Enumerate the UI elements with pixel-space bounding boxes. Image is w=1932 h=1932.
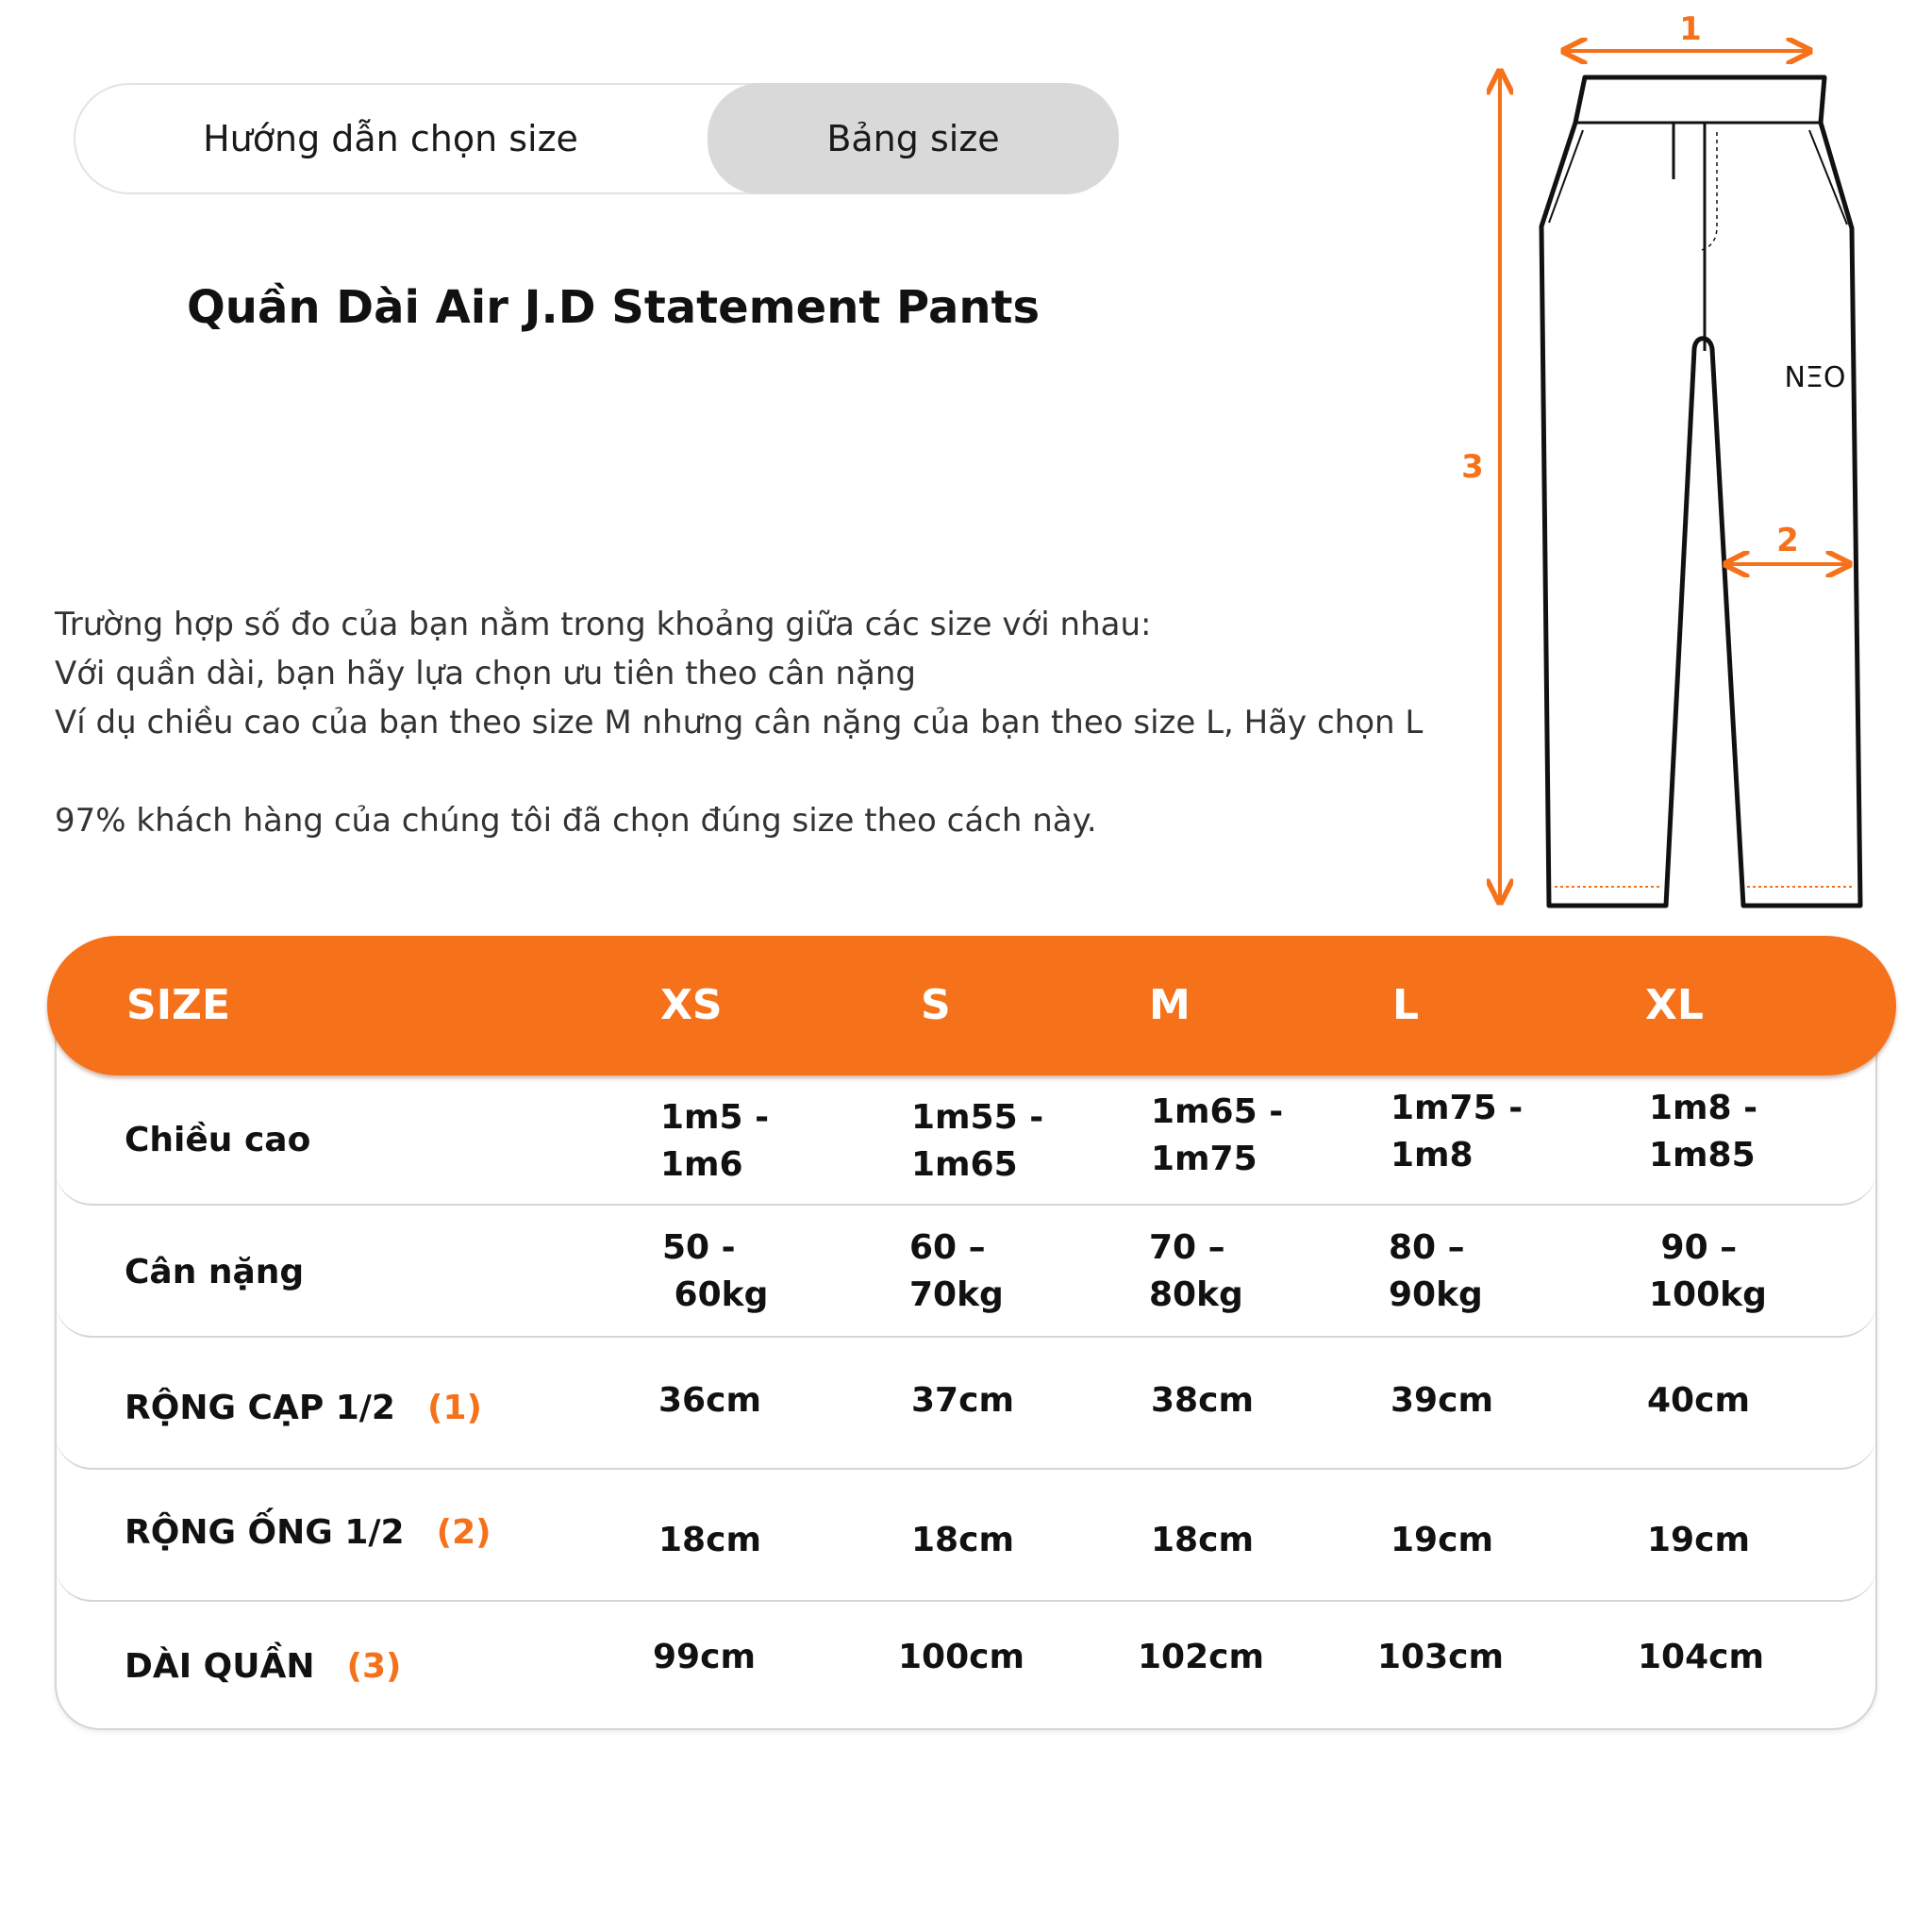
cell-waist-xs: 36cm (658, 1381, 761, 1420)
cell-length-m: 102cm (1138, 1638, 1264, 1676)
row-label-weight: Cân nặng (125, 1253, 305, 1291)
cell-waist-xl: 40cm (1647, 1381, 1750, 1420)
cell-weight-m: 70 – 80kg (1149, 1228, 1243, 1314)
cell-length-s: 100cm (898, 1638, 1024, 1676)
header-size-xl: XL (1645, 981, 1704, 1029)
size-tabs (74, 83, 1117, 194)
cell-waist-s: 37cm (911, 1381, 1014, 1420)
note-stat: 97% khách hàng của chúng tôi đã chọn đúng size theo cách này. (55, 802, 1097, 840)
cell-waist-m: 38cm (1151, 1381, 1254, 1420)
cell-height-xl: 1m8 - 1m85 (1649, 1089, 1758, 1174)
cell-weight-xl: 90 – 100kg (1649, 1228, 1767, 1314)
row-label-length: DÀI QUẦN (3) (125, 1647, 402, 1686)
cell-leg-s: 18cm (911, 1521, 1014, 1559)
cell-leg-xl: 19cm (1647, 1521, 1750, 1559)
cell-weight-l: 80 – 90kg (1389, 1228, 1483, 1314)
cell-height-m: 1m65 - 1m75 (1151, 1092, 1284, 1178)
ref-marker: (1) (426, 1389, 482, 1427)
marker-waist: 1 (1679, 10, 1702, 48)
tab-size-table[interactable]: Bảng size (708, 83, 1119, 194)
row-label-leg-opening: RỘNG ỐNG 1/2 (2) (125, 1513, 491, 1552)
cell-length-xs: 99cm (653, 1638, 756, 1676)
cell-leg-m: 18cm (1151, 1521, 1254, 1559)
marker-length: 3 (1461, 448, 1484, 486)
header-size-xs: XS (660, 981, 723, 1029)
page-title: Quần Dài Air J.D Statement Pants (186, 281, 1041, 334)
header-size-m: M (1149, 981, 1191, 1029)
cell-length-l: 103cm (1377, 1638, 1504, 1676)
note-line-3: Ví dụ chiều cao của bạn theo size M nhưng cân nặng của bạn theo size L, Hãy chọn L (55, 704, 1424, 741)
cell-leg-l: 19cm (1391, 1521, 1493, 1559)
marker-leg-opening: 2 (1776, 522, 1799, 559)
cell-waist-l: 39cm (1391, 1381, 1493, 1420)
brand-logo: NΞO (1784, 361, 1846, 394)
tab-size-guide[interactable]: Hướng dẫn chọn size (203, 118, 578, 159)
note-line-2: Với quần dài, bạn hãy lựa chọn ưu tiên theo cân nặng (55, 655, 917, 692)
header-size-l: L (1392, 981, 1420, 1029)
cell-height-s: 1m55 - 1m65 (911, 1098, 1044, 1184)
ref-marker: (3) (346, 1647, 402, 1686)
row-label-waist: RỘNG CẠP 1/2 (1) (125, 1389, 482, 1427)
pants-outline (1541, 77, 1860, 906)
row-divider (55, 1564, 1877, 1602)
pants-measurement-diagram (1443, 9, 1877, 915)
cell-length-xl: 104cm (1638, 1638, 1764, 1676)
row-label-height: Chiều cao (125, 1121, 311, 1159)
cell-leg-xs: 18cm (658, 1521, 761, 1559)
ref-marker: (2) (436, 1513, 491, 1552)
cell-weight-xs: 50 - 60kg (662, 1228, 769, 1314)
header-size-s: S (921, 981, 951, 1029)
cell-weight-s: 60 – 70kg (909, 1228, 1004, 1314)
note-line-1: Trường hợp số đo của bạn nằm trong khoảng giữa các size với nhau: (55, 606, 1152, 643)
header-size-label: SIZE (126, 981, 231, 1029)
row-divider (55, 1432, 1877, 1470)
size-header-row (47, 936, 1896, 1075)
cell-height-xs: 1m5 - 1m6 (660, 1098, 770, 1184)
cell-height-l: 1m75 - 1m8 (1391, 1089, 1524, 1174)
size-notes (55, 600, 1451, 845)
